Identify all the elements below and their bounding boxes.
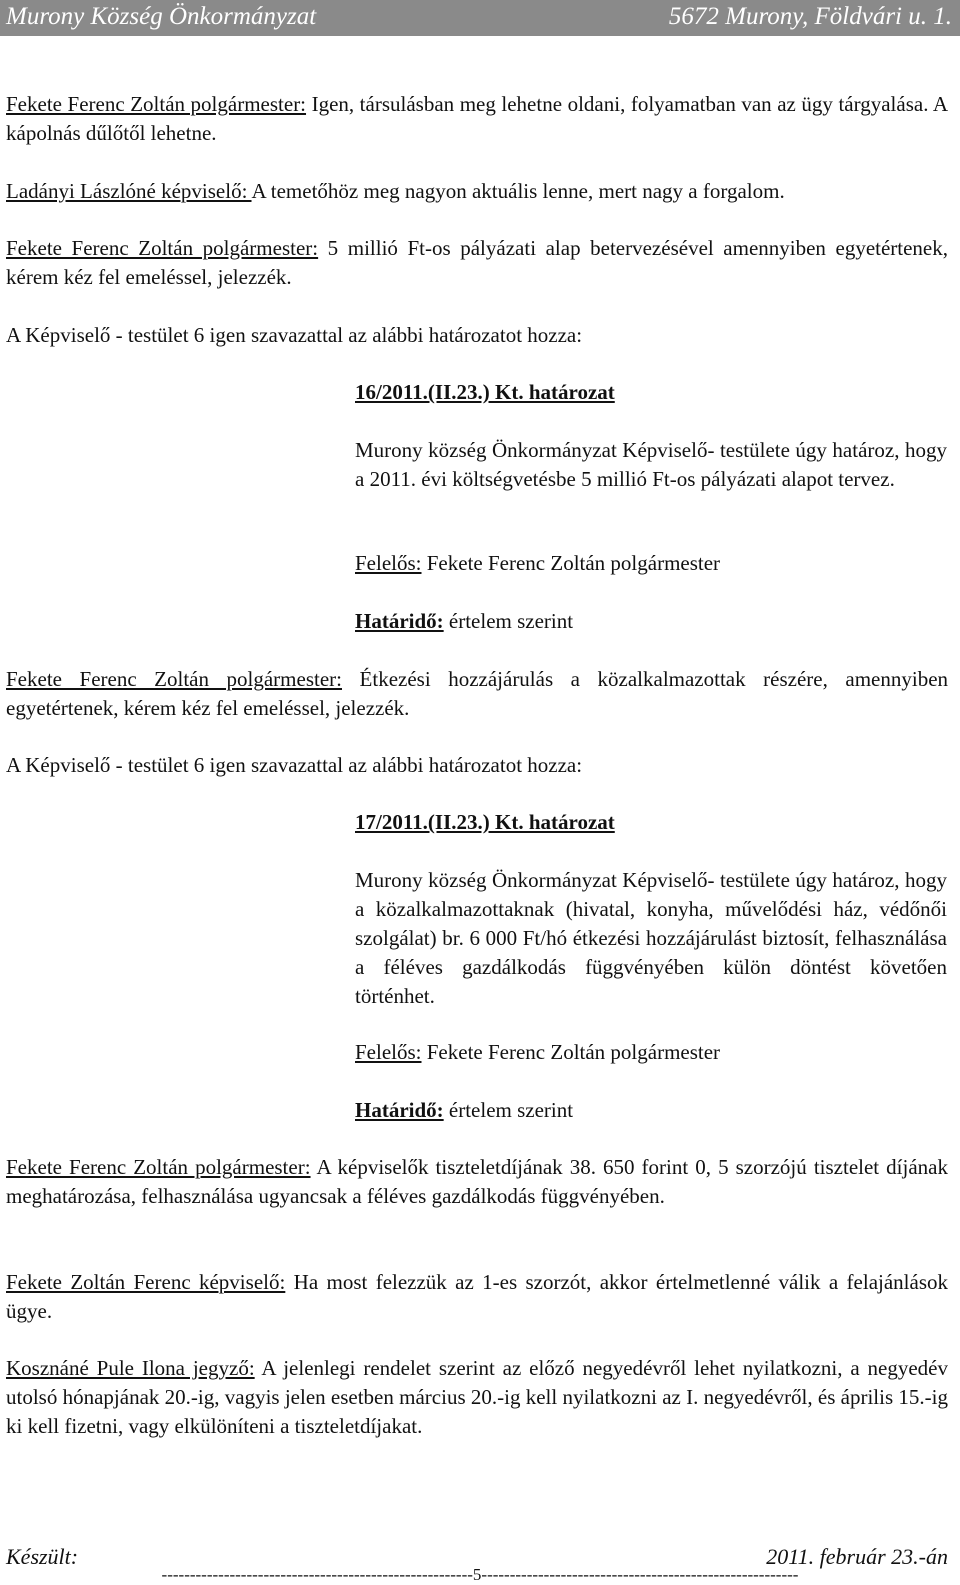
vote-statement-2: A Képviselő - testület 6 igen szavazattal az alábbi határozatot hozza: — [6, 753, 583, 777]
speaker-label: Ladányi Lászlóné képviselő: — [6, 179, 252, 203]
page-header — [0, 0, 960, 36]
speaker-label: Fekete Ferenc Zoltán polgármester: — [6, 92, 307, 116]
paragraph-text: A képviselők tiszteletdíjának 38. 650 forint 0, 5 szorzójú tisztelet díjának meghatározása, felhasználása ugyancsak a féléves gazdálkodás függvényében. — [6, 1155, 948, 1208]
footer-label: Készült: — [6, 1544, 79, 1569]
header-title: Murony Község Önkormányzat — [6, 3, 317, 30]
paragraph-4 — [6, 665, 948, 723]
speaker-label: Fekete Ferenc Zoltán polgármester: — [6, 1155, 311, 1179]
paragraph-6 — [6, 1268, 948, 1326]
paragraph-text: Ha most felezzük az 1-es szorzót, akkor értelmetlenné válik a felajánlások ügye. — [6, 1270, 948, 1323]
responsible-label: Felelős: — [355, 1040, 422, 1064]
paragraph-5 — [6, 1153, 948, 1211]
deadline-2: Határidő: értelem szerint — [355, 1098, 574, 1122]
speaker-label: Fekete Ferenc Zoltán polgármester: — [6, 667, 342, 691]
responsible-label: Felelős: — [355, 551, 422, 575]
paragraph-text: Igen, társulásban meg lehetne oldani, folyamatban van az ügy tárgyalása. A kápolnás dűlőtől lehetne. — [6, 92, 948, 145]
deadline-label: Határidő: — [355, 1098, 444, 1122]
resolution-title-2: 17/2011.(II.23.) Kt. határozat — [355, 810, 615, 834]
header-address: 5672 Murony, Földvári u. 1. — [668, 3, 952, 30]
paragraph-3 — [6, 234, 948, 292]
paragraph-text: A jelenlegi rendelet szerint az előző negyedévről lehet nyilatkozni, a negyedév utolsó hónapjának 20.-ig, vagyis jelen esetben március 20.-ig kell nyilatkozni az I. negyedévről, és április 15.-ig ki kell fizetni, vagy elkülöníteni a tiszteletdíjakat. — [6, 1356, 949, 1438]
responsible-1: Felelős: Fekete Ferenc Zoltán polgármester — [355, 551, 721, 575]
paragraph-1 — [6, 90, 948, 148]
paragraph-7 — [6, 1354, 948, 1441]
speaker-label: Fekete Zoltán Ferenc képviselő: — [6, 1270, 286, 1294]
resolution-body-1: Murony község Önkormányzat Képviselő- testülete úgy határoz, hogy a 2011. évi költségvetésbe 5 millió Ft-os pályázati alapot tervez. — [355, 438, 947, 491]
paragraph-text: Étkezési hozzájárulás a közalkalmazottak részére, amennyiben egyetértenek, kérem kéz fel emeléssel, jelezzék. — [6, 667, 949, 720]
speaker-label: Fekete Ferenc Zoltán polgármester: — [6, 236, 319, 260]
resolution-title-1: 16/2011.(II.23.) Kt. határozat — [355, 380, 615, 404]
page-number-line: -------------------------------------------------------5-------------------------------------------------------- — [161, 1566, 799, 1584]
speaker-label: Kosznáné Pule Ilona jegyző: — [6, 1356, 255, 1380]
paragraph-2 — [6, 177, 948, 206]
paragraph-text: 5 millió Ft-os pályázati alap betervezésével amennyiben egyetértenek, kérem kéz fel emeléssel, jelezzék. — [6, 236, 949, 289]
vote-statement-1: A Képviselő - testület 6 igen szavazattal az alábbi határozatot hozza: — [6, 323, 583, 347]
footer-date: 2011. február 23.-án — [766, 1544, 948, 1569]
responsible-2: Felelős: Fekete Ferenc Zoltán polgármester — [355, 1040, 721, 1064]
deadline-label: Határidő: — [355, 609, 444, 633]
resolution-body-2: Murony község Önkormányzat Képviselő- testülete úgy határoz, hogy a közalkalmazottaknak (hivatal, konyha, művelődési ház, védőnői szolgálat) br. 6 000 Ft/hó étkezési hozzájárulást biztosít, felhasználása a féléves gazdálkodás függvényében külön döntést követően történhet. — [355, 868, 947, 1008]
paragraph-text: A temetőhöz meg nagyon aktuális lenne, mert nagy a forgalom. — [251, 179, 785, 203]
deadline-1: Határidő: értelem szerint — [355, 609, 574, 633]
